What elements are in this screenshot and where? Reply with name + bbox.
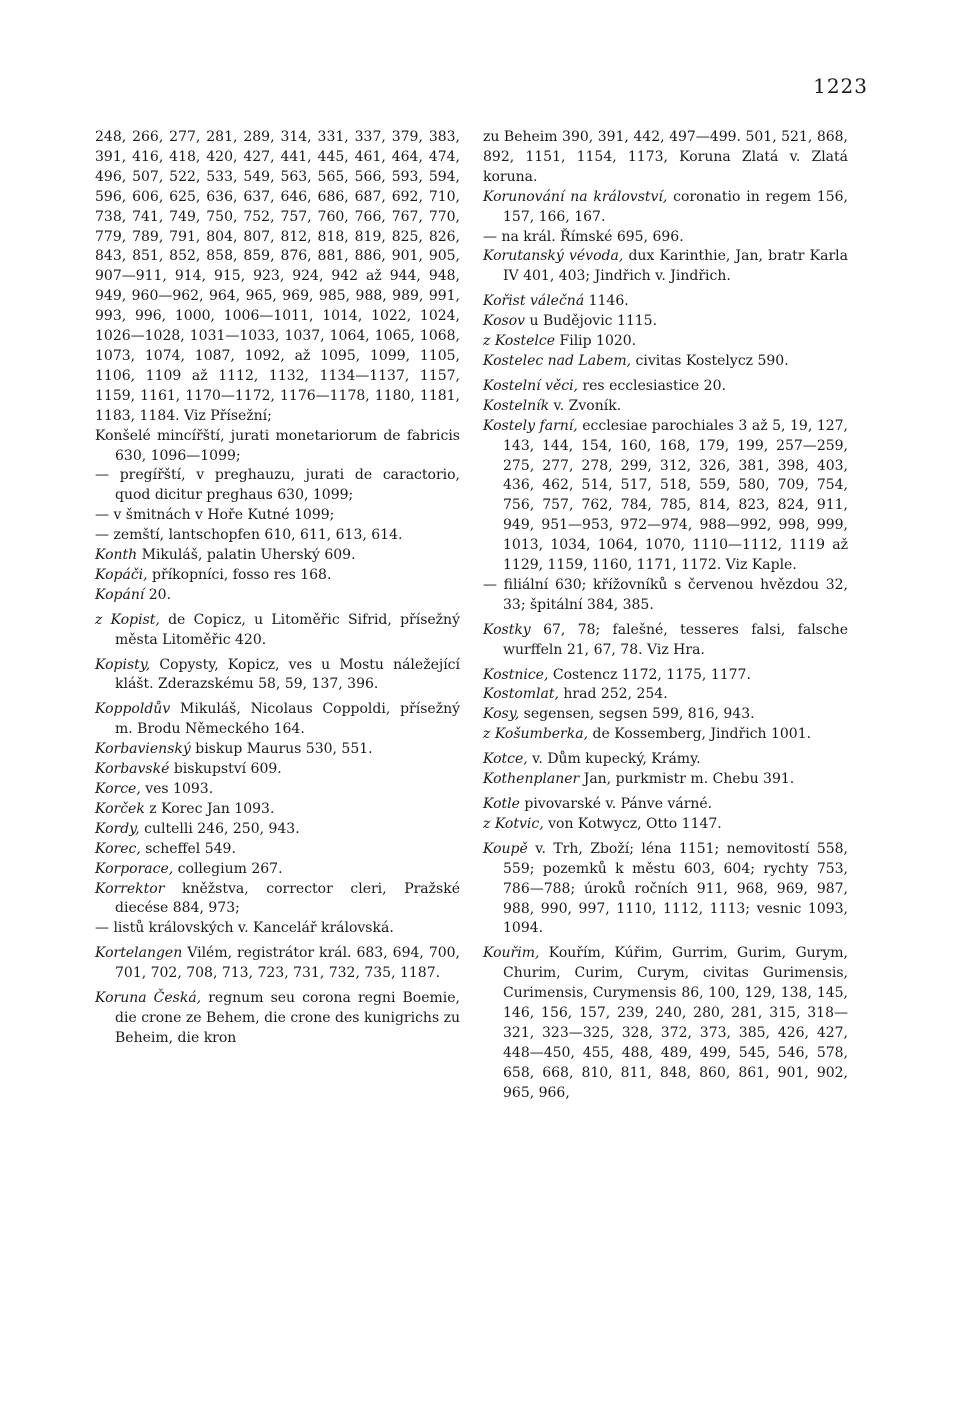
- index-entry: [95, 611, 460, 651]
- entry-headword: Koupě: [483, 840, 528, 857]
- entry-headword: Konth: [95, 547, 138, 564]
- entry-headword: Kopání: [95, 586, 145, 603]
- entry-text: — listů královských v. Kancelář královská.: [95, 920, 394, 937]
- entry-text: Konšelé mincířští, jurati monetariorum de fabricis 630, 1096—1099;: [95, 427, 460, 464]
- index-entry: [483, 666, 848, 686]
- entry-text: pivovarské v. Pánve várné.: [519, 796, 713, 812]
- entry-headword: Kouřim,: [483, 945, 540, 962]
- entry-headword: Koruna Česká,: [95, 990, 202, 1007]
- index-entry: [95, 820, 460, 840]
- entry-headword: Kotce,: [483, 751, 528, 768]
- index-entry: [483, 944, 848, 1103]
- entry-text: — zemští, lantschopfen 610, 611, 613, 614.: [95, 527, 403, 544]
- index-entry: [483, 417, 848, 576]
- index-entry: [483, 247, 848, 287]
- continued-entry: [483, 128, 848, 188]
- entry-text: biskupství 609.: [169, 761, 282, 778]
- index-entry: [95, 566, 460, 586]
- entry-text: Filip 1020.: [555, 333, 637, 350]
- entry-headword: Kostelní věci,: [483, 377, 578, 394]
- entry-text: — v šmitnách v Hoře Kutné 1099;: [95, 507, 335, 524]
- index-entry: [483, 228, 848, 248]
- entry-text: regnum seu corona regni Boemie, die crone ze Behem, die crone des kunigrichs zu Beheim, die kron: [115, 990, 460, 1046]
- entry-text: kněžstva, corrector cleri, Pražské diecése 884, 973;: [115, 880, 460, 917]
- entry-headword: Korček: [95, 800, 145, 817]
- entry-text: de Kossemberg, Jindřich 1001.: [588, 726, 812, 743]
- entry-text: von Kotwycz, Otto 1147.: [543, 815, 722, 832]
- entry-text: Vilém, registrátor král. 683, 694, 700, 701, 702, 708, 713, 723, 731, 732, 735, 1187.: [115, 945, 460, 982]
- index-entry: [95, 919, 460, 939]
- entry-text: segensen, segsen 599, 816, 943.: [519, 706, 755, 723]
- entry-headword: Kordy,: [95, 820, 140, 837]
- index-entry: [95, 656, 460, 696]
- index-entry: [483, 312, 848, 332]
- entry-headword: z Kostelce: [483, 333, 556, 350]
- index-entry: [95, 526, 460, 546]
- entry-headword: Kořist válečná: [483, 293, 585, 310]
- entry-text: 67, 78; falešné, tesseres falsi, falsche wurffeln 21, 67, 78. Viz Hra.: [503, 621, 848, 658]
- entry-text: res ecclesiastice 20.: [578, 377, 726, 394]
- index-entry: [483, 705, 848, 725]
- index-entry: [95, 427, 460, 467]
- index-entry: [483, 750, 848, 770]
- index-entry: [95, 860, 460, 880]
- index-entry: [95, 780, 460, 800]
- index-entry: [483, 795, 848, 815]
- entry-headword: Korutanský vévoda,: [483, 248, 624, 265]
- index-entry: [95, 880, 460, 920]
- entry-text: coronatio in regem 156, 157, 166, 167.: [503, 188, 848, 225]
- entry-text: de Copicz, u Litoměřic Sifrid, přísežný města Litoměřic 420.: [115, 611, 460, 648]
- entry-text: Mikuláš, palatin Uherský 609.: [137, 547, 356, 564]
- index-entry: [483, 292, 848, 312]
- index-entry: [95, 466, 460, 506]
- entry-headword: Korporace,: [95, 860, 174, 877]
- entry-headword: Kotle: [483, 796, 520, 812]
- entry-text: scheffel 549.: [140, 840, 236, 857]
- entry-headword: Kopáči,: [95, 566, 148, 583]
- entry-headword: Korunování na království,: [483, 188, 668, 205]
- entry-text: cultelli 246, 250, 943.: [139, 820, 300, 837]
- continued-entry: [95, 128, 460, 427]
- entry-headword: z Kotvic,: [483, 815, 544, 832]
- index-entry: [483, 332, 848, 352]
- entry-headword: Korrektor: [95, 880, 165, 897]
- entry-text: zu Beheim 390, 391, 442, 497—499. 501, 521, 868, 892, 1151, 1154, 1173, Koruna Zlatá v. Zlatá koruna.: [483, 129, 848, 185]
- entry-text: collegium 267.: [173, 860, 283, 877]
- entry-text: v. Zvoník.: [549, 397, 622, 414]
- entry-text: v. Trh, Zboží; léna 1151; nemovitostí 558, 559; pozemků k městu 603, 604; rychty 753, 786—788; úroků ročních 911, 968, 969, 987, 988, 990, 997, 1110, 1112, 1113; vesnic 1093, 1094.: [503, 840, 848, 937]
- entry-headword: Koppoldův: [95, 701, 171, 718]
- index-entry: [95, 740, 460, 760]
- entry-text: v. Dům kupecký, Krámy.: [527, 751, 701, 768]
- entry-text: ecclesiae parochiales 3 až 5, 19, 127, 143, 144, 154, 160, 168, 179, 199, 257—259, 275, 277, 278, 299, 312, 326, 381, 398, 403, 436, 462, 514, 517, 518, 559, 580, 709, 754, 756, 757, 762, 784, 785, 814, 823, 824, 911, 949, 951—953, 972—974, 988—992, 998, 999, 1013, 1034, 1064, 1070, 1110—1112, 1119 až 1129, 1159, 1160, 1171, 1172. Viz Kaple.: [503, 417, 848, 574]
- entry-headword: Kostelník: [483, 397, 550, 414]
- index-entry: [483, 685, 848, 705]
- entry-headword: Kosy,: [483, 706, 520, 723]
- index-entry: [95, 800, 460, 820]
- index-entry: [95, 840, 460, 860]
- right-column: [483, 128, 848, 1104]
- index-entry: [483, 621, 848, 661]
- entry-text: 1146.: [584, 293, 629, 310]
- index-entry: [95, 586, 460, 606]
- page-number: 1223: [813, 74, 868, 98]
- entry-text: u Budějovic 1115.: [525, 313, 658, 330]
- entry-text: biskup Maurus 530, 551.: [190, 741, 373, 758]
- entry-headword: Kortelangen: [95, 945, 183, 962]
- index-entry: [95, 760, 460, 780]
- entry-text: hrad 252, 254.: [558, 686, 668, 703]
- index-entry: [483, 576, 848, 616]
- index-entry: [483, 770, 848, 790]
- entry-text: — na král. Římské 695, 696.: [483, 228, 684, 245]
- entry-text: Jan, purkmistr m. Chebu 391.: [579, 771, 795, 788]
- entry-text: Copysty, Kopicz, ves u Mostu náležející klášt. Zderazskému 58, 59, 137, 396.: [115, 656, 460, 693]
- entry-headword: Korbavienský: [95, 741, 191, 758]
- entry-text: z Korec Jan 1093.: [144, 800, 275, 817]
- entry-text: — pregířští, v preghauzu, jurati de caractorio, quod dicitur preghaus 630, 1099;: [95, 467, 460, 504]
- entry-text: 20.: [144, 586, 172, 603]
- entry-headword: Korce,: [95, 781, 141, 797]
- index-entry: [483, 352, 848, 372]
- index-entry: [483, 188, 848, 228]
- entry-headword: z Kopist,: [95, 611, 160, 628]
- index-entry: [483, 397, 848, 417]
- index-entry: [95, 546, 460, 566]
- index-entry: [483, 840, 848, 940]
- entry-headword: Kostky: [483, 621, 531, 638]
- index-entry: [95, 700, 460, 740]
- entry-text: civitas Kostelycz 590.: [631, 352, 789, 369]
- index-entry: [483, 377, 848, 397]
- entry-headword: Kothenplaner: [483, 771, 580, 788]
- entry-headword: z Košumberka,: [483, 726, 589, 743]
- entry-headword: Kostely farní,: [483, 417, 578, 434]
- entry-text: Costencz 1172, 1175, 1177.: [548, 666, 751, 683]
- entry-headword: Kosov: [483, 313, 526, 330]
- entry-headword: Kostnice,: [483, 666, 549, 683]
- entry-text: — filiální 630; křížovníků s červenou hvězdou 32, 33; špitální 384, 385.: [483, 576, 848, 613]
- left-column: [95, 128, 460, 1049]
- entry-headword: Korec,: [95, 840, 141, 857]
- entry-headword: Kostomlat,: [483, 686, 559, 703]
- entry-headword: Kopisty,: [95, 656, 151, 673]
- entry-text: Kouřím, Kúřim, Gurrim, Gurim, Gurym, Churim, Curim, Curym, civitas Gurimensis, Curimensis, Curymensis 86, 100, 129, 138, 145, 146, 156, 157, 239, 240, 280, 281, 315, 318—321, 323—325, 328, 372, 373, 385, 426, 427, 448—450, 455, 488, 489, 499, 545, 546, 578, 658, 668, 810, 811, 848, 860, 861, 901, 902, 965, 966,: [503, 945, 848, 1101]
- index-entry: [95, 989, 460, 1049]
- entry-text: 248, 266, 277, 281, 289, 314, 331, 337, 379, 383, 391, 416, 418, 420, 427, 441, 445, 461, 464, 474, 496, 507, 522, 533, 549, 563, 565, 566, 593, 594, 596, 606, 625, 636, 637, 646, 686, 687, 692, 710, 738, 741, 749, 750, 752, 757, 760, 766, 767, 770, 779, 789, 791, 804, 807, 812, 818, 819, 825, 826, 843, 851, 852, 858, 859, 876, 881, 886, 901, 905, 907—911, 914, 915, 923, 924, 942 až 944, 948, 949, 960—962, 964, 965, 969, 985, 988, 989, 991, 993, 996, 1000, 1006—1011, 1014, 1022, 1024, 1026—1028, 1031—1033, 1037, 1064, 1065, 1068, 1073, 1074, 1087, 1092, až 1095, 1099, 1105, 1106, 1109 až 1112, 1132, 1134—1137, 1157, 1159, 1161, 1170—1172, 1176—1178, 1180, 1181, 1183, 1184. Viz Přísežní;: [95, 129, 460, 424]
- index-entry: [483, 815, 848, 835]
- index-entry: [95, 506, 460, 526]
- entry-headword: Kostelec nad Labem,: [483, 352, 632, 369]
- entry-text: Mikuláš, Nicolaus Coppoldi, přísežný m. Brodu Německého 164.: [115, 701, 460, 738]
- entry-text: příkopníci, fosso res 168.: [147, 566, 332, 583]
- entry-headword: Korbavské: [95, 761, 170, 778]
- index-entry: [483, 725, 848, 745]
- entry-text: ves 1093.: [140, 781, 214, 797]
- entry-text: dux Karinthie, Jan, bratr Karla IV 401, 403; Jindřich v. Jindřich.: [503, 248, 848, 285]
- index-entry: [95, 944, 460, 984]
